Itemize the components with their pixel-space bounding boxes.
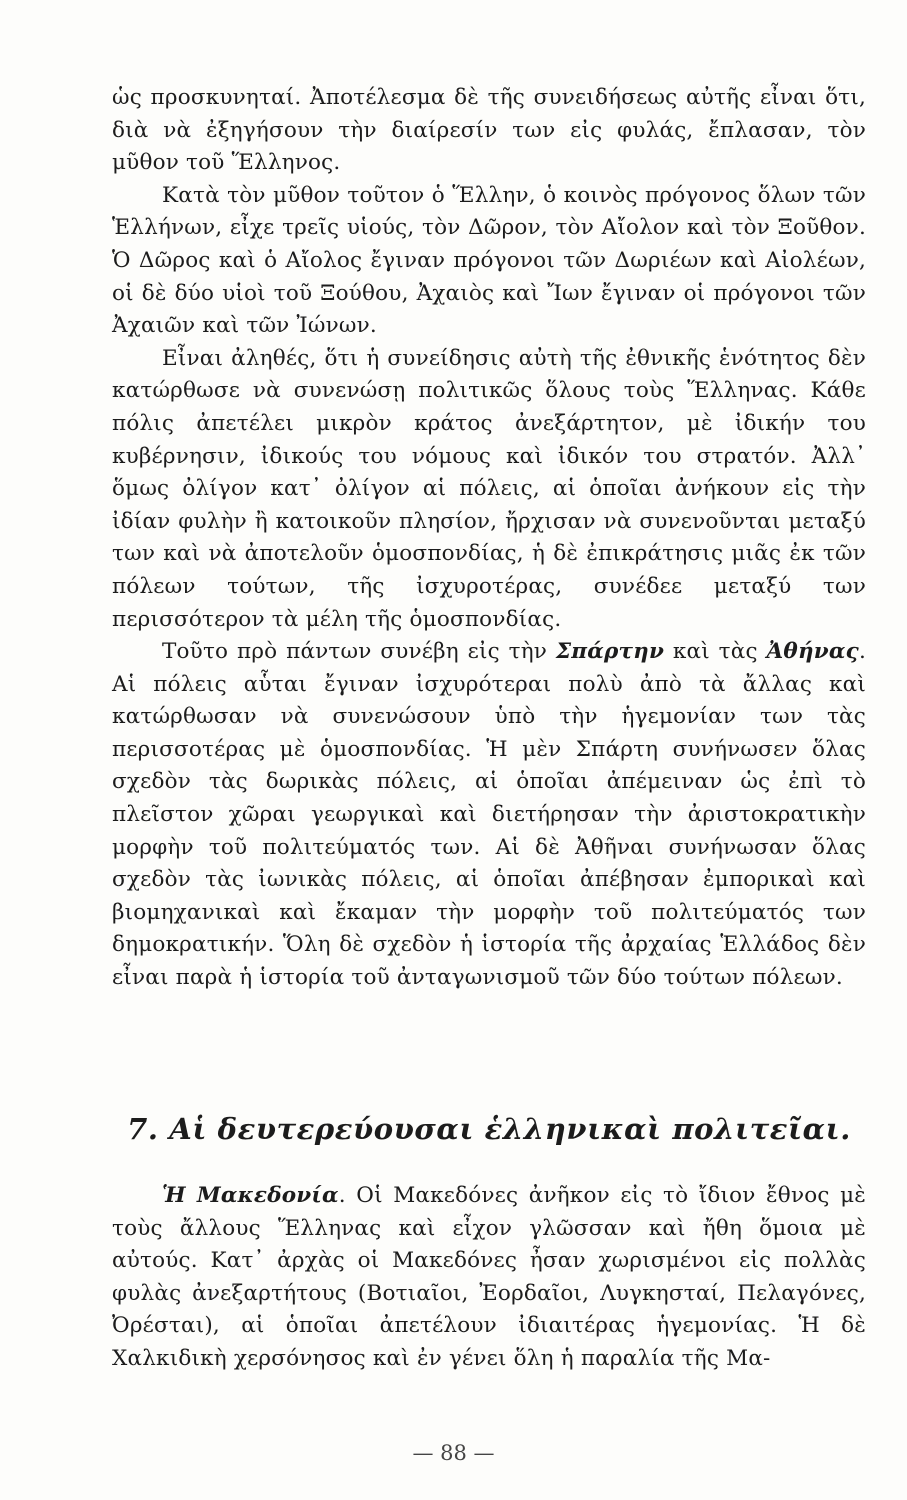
paragraph-city-states: Εἶναι ἀληθές, ὅτι ἡ συνείδησις αὐτὴ τῆς ἐθνικῆς ἑνότητος δὲν κατώρθωσε νὰ συνενώσῃ πολιτικῶς ὅλους τοὺς Ἕλληνας. Κάθε πόλις ἀπετέλει μικρὸν κράτος ἀνεξάρτητον, μὲ ἰδικήν του κυβέρνησιν, ἰδικούς του νόμους καὶ ἰδικόν του στρατόν. Ἀλλ᾽ ὅμως ὀλίγον κατ᾽ ὀλίγον αἱ πόλεις, αἱ ὁποῖαι ἀνήκουν εἰς τὴν ἰδίαν φυλὴν ἢ κατοικοῦν πλησίον, ἤρχισαν νὰ συνενοῦνται μεταξύ των καὶ νὰ ἀποτελοῦν ὁμοσπονδίας, ἡ δὲ ἐπικράτησις μιᾶς ἐκ τῶν πόλεων τούτων, τῆς ἰσχυροτέρας, συνέδεε μεταξύ των περισσότερον τὰ μέλη τῆς ὁμοσπονδίας. bbox=[112, 345, 866, 632]
paragraph-macedonia bbox=[112, 1180, 866, 1376]
section-heading: 7. Αἱ δευτερεύουσαι ἑλληνικαὶ πολιτεῖαι. bbox=[127, 1112, 851, 1146]
sparta-intro-text: Τοῦτο πρὸ πάντων συνέβη εἰς τὴν bbox=[162, 639, 556, 665]
sparta-emphasis: Σπάρτην bbox=[555, 639, 665, 665]
paragraph-sparta-athens bbox=[112, 636, 866, 995]
paragraph-conclusion: ὡς προσκυνηταί. Ἀποτέλεσμα δὲ τῆς συνειδήσεως αὐτῆς εἶναι ὅτι, διὰ νὰ ἐξηγήσουν τὴν διαίρεσίν των εἰς φυλάς, ἔπλασαν, τὸν μῦθον τοῦ Ἕλληνος. bbox=[112, 85, 866, 176]
macedonia-title: Ἡ Μακεδονία bbox=[162, 1183, 339, 1208]
section-text bbox=[112, 1180, 866, 1376]
athens-emphasis: Ἀθήνας bbox=[766, 639, 859, 665]
sparta-middle-text: καὶ τὰς bbox=[664, 639, 767, 665]
main-text bbox=[112, 82, 866, 995]
sparta-rest-text: . Αἱ πόλεις αὗται ἔγιναν ἰσχυρότεραι πολὺ ἀπὸ τὰ ἄλλας καὶ κατώρθωσαν νὰ συνενώσουν ὑπὸ τὴν ἡγεμονίαν των τὰς περισσοτέρας μὲ ὁμοσπονδίας. Ἡ μὲν Σπάρτη συνήνωσεν ὅλας σχεδὸν τὰς δωρικὰς πόλεις, αἱ ὁποῖαι ἀπέμειναν ὡς ἐπὶ τὸ πλεῖστον χῶραι γεωργικαὶ καὶ διετήρησαν τὴν ἀριστοκρατικὴν μορφὴν τοῦ πολιτεύματός των. Αἱ δὲ Ἀθῆναι συνήνωσαν ὅλας σχεδὸν τὰς ἰωνικὰς πόλεις, αἱ ὁποῖαι ἀπέβησαν ἐμπορικαὶ καὶ βιομηχανικαὶ καὶ ἔκαμαν τὴν μορφὴν τοῦ πολιτεύματός των δημοκρατικήν. Ὅλη δὲ σχεδὸν ἡ ἱστορία τῆς ἀρχαίας Ἑλλάδος δὲν εἶναι παρὰ ἡ ἱστορία τοῦ ἀνταγωνισμοῦ τῶν δύο τούτων πόλεων. bbox=[112, 639, 866, 991]
paragraph-hellen-myth: Κατὰ τὸν μῦθον τοῦτον ὁ Ἕλλην, ὁ κοινὸς πρόγονος ὅλων τῶν Ἑλλήνων, εἶχε τρεῖς υἱούς, τὸν Δῶρον, τὸν Αἴολον καὶ τὸν Ξοῦθον. Ὁ Δῶρος καὶ ὁ Αἴολος ἔγιναν πρόγονοι τῶν Δωριέων καὶ Αἰολέων, οἱ δὲ δύο υἱοὶ τοῦ Ξούθου, Ἀχαιὸς καὶ Ἴων ἔγιναν οἱ πρόγονοι τῶν Ἀχαιῶν καὶ τῶν Ἰώνων. bbox=[112, 182, 866, 339]
macedonia-text: . Οἱ Μακεδόνες ἀνῆκον εἰς τὸ ἴδιον ἔθνος μὲ τοὺς ἄλλους Ἕλληνας καὶ εἶχον γλῶσσαν καὶ ἤθη ὅμοια μὲ αὐτούς. Κατ᾽ ἀρχὰς οἱ Μακεδόνες ἦσαν χωρισμένοι εἰς πολλὰς φυλὰς ἀνεξαρτήτους (Βοτιαῖοι, Ἐορδαῖοι, Λυγκησταί, Πελαγόνες, Ὀρέσται), αἱ ὁποῖαι ἀπετέλουν ἰδιαιτέρας ἡγεμονίας. Ἡ δὲ Χαλκιδικὴ χερσόνησος καὶ ἐν γένει ὅλη ἡ παραλία τῆς Μα- bbox=[112, 1183, 866, 1371]
page-number: — 88 — bbox=[412, 1441, 495, 1465]
